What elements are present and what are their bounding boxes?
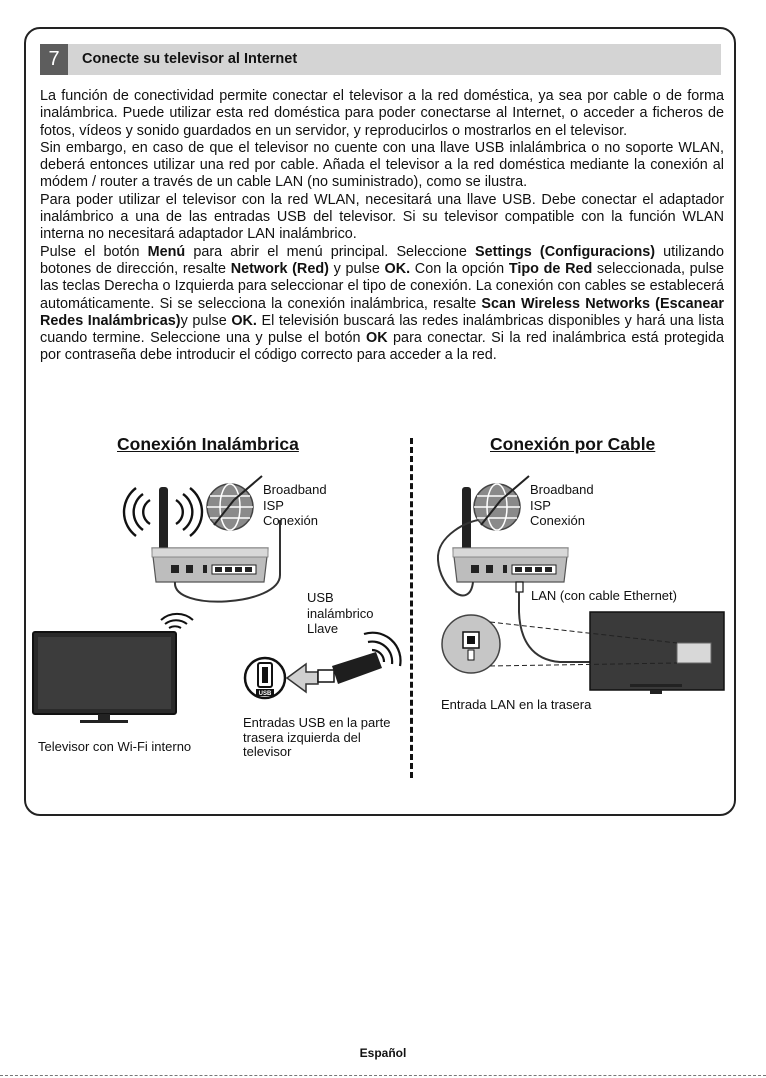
text-run: Con la opción bbox=[410, 260, 509, 277]
keyword-network: Network (Red) bbox=[230, 260, 329, 277]
text-run: Pulse el botón bbox=[40, 243, 148, 260]
paragraph-connectivity: La función de conectividad permite conectar el televisor a la red doméstica, ya sea por cable o de forma inalámbrica. Puede utilizar esta red doméstica para poder conectarse al Internet, o acceder a ficheros de fotos, vídeos y sonido guardados en un servidor, y reproducirlos o mostrarlos en el televisor. bbox=[40, 88, 724, 139]
tv-rear-icon bbox=[590, 612, 724, 694]
usb-line: inalámbrico bbox=[307, 605, 374, 621]
wired-heading: Conexión por Cable bbox=[490, 434, 656, 454]
globe-icon bbox=[474, 476, 529, 530]
keyword-ok: OK. bbox=[231, 312, 257, 329]
section-title: Conecte su televisor al Internet bbox=[82, 51, 298, 67]
paragraph-wired: Sin embargo, en caso de que el televisor no cuente con una llave USB inlalámbrica o no soporte WLAN, deberá entonces utilizar una red por cable. Añada el televisor a la red doméstica mediante la conexión al módem / router a través de un cable LAN (no suministrado), como se ilustra. bbox=[40, 139, 724, 191]
isp-line: ISP bbox=[530, 497, 551, 513]
lan-cable-label: LAN (con cable Ethernet) bbox=[531, 588, 677, 603]
footer-divider bbox=[0, 1075, 766, 1076]
keyword-ok: OK bbox=[366, 330, 388, 347]
wireless-heading: Conexión Inalámbrica bbox=[117, 434, 299, 454]
keyword-ok: OK. bbox=[384, 260, 411, 277]
footer-language: Español bbox=[359, 1046, 407, 1060]
tv-caption: Televisor con Wi-Fi interno bbox=[38, 739, 192, 754]
isp-line: Conexión bbox=[530, 513, 585, 528]
text-run: para conectar. Si la red inalámbrica está protegida por contraseña debe introducir el código correcto para acceder a la red. bbox=[40, 330, 724, 364]
text-run: El televisión buscará las redes inalámbricas disponibles y hará una lista cuando termine. Seleccione una y pulse el botón bbox=[40, 312, 724, 347]
ports-line: Entradas USB en la parte bbox=[243, 715, 391, 730]
text-run: utilizando botones de dirección, resalte bbox=[40, 243, 724, 277]
section-number: 7 bbox=[40, 44, 68, 75]
ports-line: televisor bbox=[243, 744, 292, 759]
lan-port-zoom-icon bbox=[442, 615, 500, 673]
paragraph-wlan: Para poder utilizar el televisor con la red WLAN, necesitará una llave USB. Debe conectar el adaptador inalámbrico a una de las entradas USB del televisor. Si su televisor compatible con la función WLAN interna no necesitará adaptador LAN inalámbrico. bbox=[40, 191, 724, 243]
text-run: seleccionada, pulse las teclas Derecha o Izquierda para seleccionar el tipo de conexión. La conexión con cables se establecerá automáticamente. Si se selecciona la conexión inalámbrica, resalte bbox=[40, 260, 725, 312]
isp-line: ISP bbox=[263, 497, 284, 513]
text-run: y pulse bbox=[180, 312, 232, 329]
keyword-menu: Menú bbox=[147, 243, 186, 260]
keyword-tipo-de-red: Tipo de Red bbox=[508, 260, 593, 277]
usb-line: Llave bbox=[307, 621, 339, 636]
keyword-scan-wireless: Scan Wireless Networks (Escanear Redes Inalámbricas) bbox=[40, 295, 724, 329]
isp-line: Conexión bbox=[263, 513, 318, 528]
ethernet-plug-icon bbox=[516, 582, 523, 612]
keyword-settings: Settings (Configuracions) bbox=[475, 243, 656, 260]
usb-port-label: USB bbox=[258, 691, 272, 697]
text-run: para abrir el menú principal. Seleccione bbox=[185, 243, 475, 260]
wired-isp-label bbox=[530, 482, 594, 529]
isp-line: Broadband bbox=[530, 482, 594, 497]
usb-line: USB bbox=[307, 590, 334, 605]
lan-port-caption: Entrada LAN en la trasera bbox=[441, 697, 592, 712]
isp-line: Broadband bbox=[263, 482, 327, 497]
text-run: y pulse bbox=[328, 260, 385, 277]
ports-line: trasera izquierda del bbox=[243, 729, 361, 745]
